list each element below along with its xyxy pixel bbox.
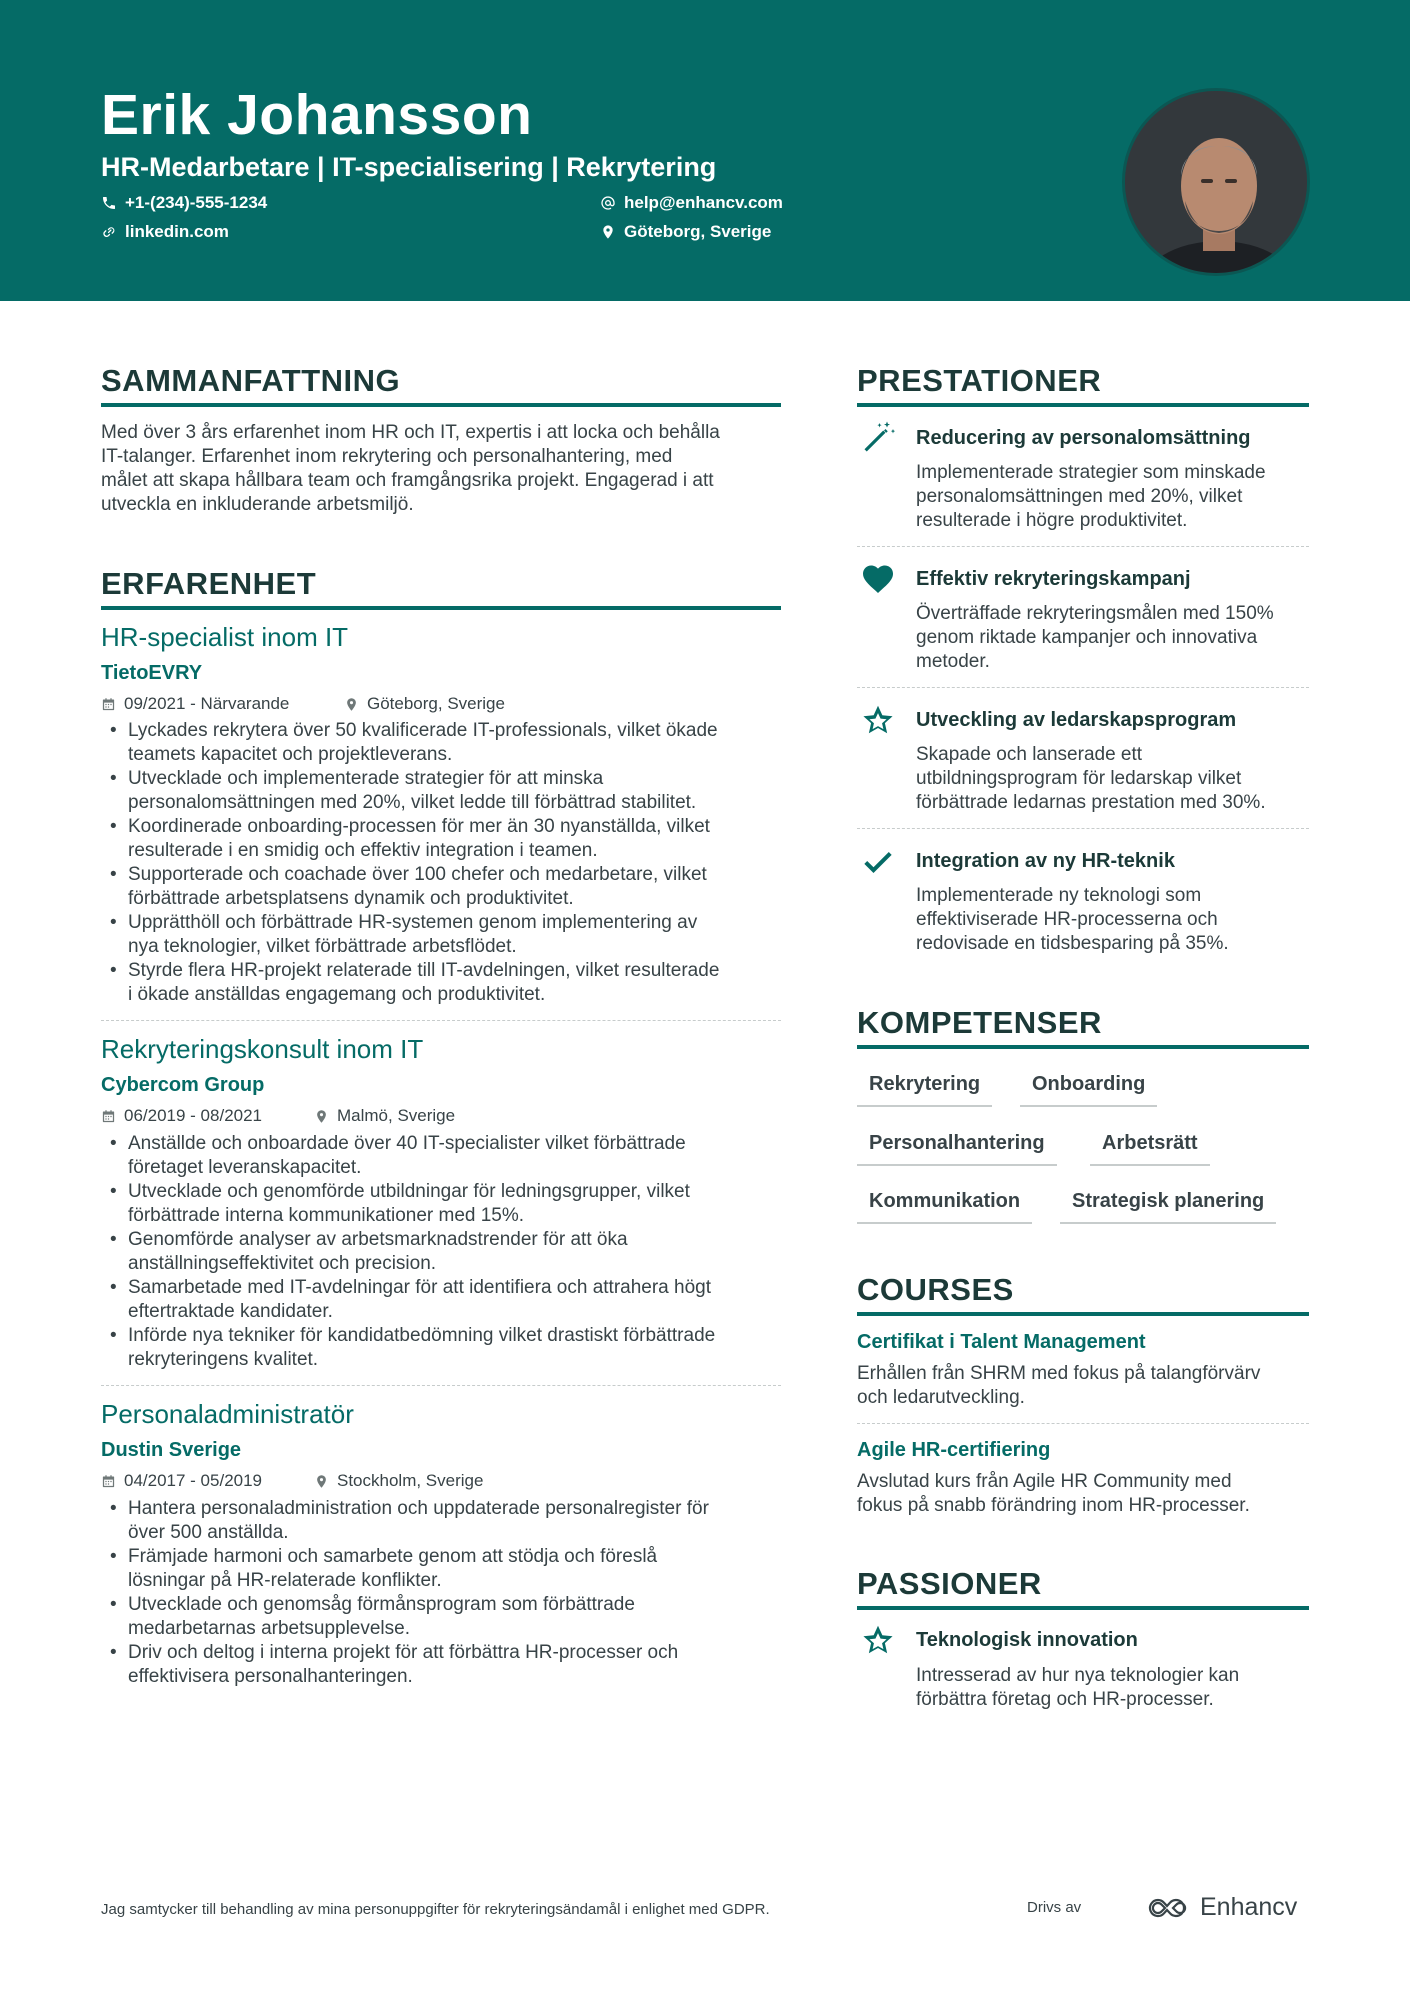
job-location [344, 694, 505, 714]
summary-text [101, 421, 781, 517]
list-item: • Genomförde analyser av arbetsmarknadstrender för att öka anställningseffektivitet och precision. [101, 1228, 791, 1276]
achievement-description: Implementerade strategier som minskade personalomsättningen med 20%, vilket resulterade i högre produktivitet. [916, 462, 1266, 531]
map-pin-icon [600, 224, 616, 240]
list-item: • Samarbetade med IT-avdelningar för att identifiera och attrahera högt eftertraktade kandidater. [101, 1276, 791, 1324]
skills-underline [857, 1045, 1309, 1049]
divider [101, 1020, 781, 1021]
achievement-title: Integration av ny HR-teknik [916, 850, 1175, 872]
company-name: Dustin Sverige [101, 1439, 242, 1461]
courses-underline [857, 1312, 1309, 1316]
checkmark-icon [860, 843, 896, 879]
phone-text: +1-(234)-555-1234 [125, 193, 268, 212]
phone-contact[interactable] [101, 193, 267, 213]
dates-text: 09/2021 - Närvarande [124, 694, 290, 713]
company-name: Cybercom Group [101, 1074, 265, 1096]
profile-photo [1122, 88, 1310, 276]
location-text: Göteborg, Sverige [367, 694, 505, 713]
skill-tag: Strategisk planering [1060, 1190, 1276, 1224]
divider [857, 1423, 1309, 1424]
summary-line: målet att skapa hållbara team och framgångsrika projekt. Engagerad i att [101, 470, 714, 491]
job-bullets [101, 1497, 791, 1689]
magic-wand-icon [860, 420, 896, 456]
list-item: • Supporterade och coachade över 100 chefer och medarbetare, vilket förbättrade arbetsplatsens dynamik och produktivitet. [101, 863, 791, 911]
job-dates [101, 1471, 262, 1491]
passion-title: Teknologisk innovation [916, 1629, 1138, 1651]
achievement-description: Implementerade ny teknologi som effektiviserade HR-processerna och redovisade en tidsbesparing på 35%. [916, 885, 1229, 954]
list-item: • Införde nya tekniker för kandidatbedömning vilket drastiskt förbättrade rekryteringens kvalitet. [101, 1324, 791, 1372]
divider [857, 828, 1309, 829]
at-sign-icon [600, 195, 616, 211]
gdpr-consent: Jag samtycker till behandling av mina personuppgifter för rekryteringsändamål i enlighet med GDPR. [101, 1901, 770, 1918]
passions-underline [857, 1606, 1309, 1610]
map-pin-icon [314, 1474, 329, 1489]
powered-by-label: Drivs av [1027, 1899, 1082, 1916]
job-location [314, 1106, 455, 1126]
job-title: Personaladministratör [101, 1399, 354, 1429]
skill-tag: Kommunikation [857, 1190, 1032, 1224]
summary-heading: SAMMANFATTNING [101, 363, 401, 398]
list-item: • Driv och deltog i interna projekt för att förbättra HR-processer och effektivisera personalhanteringen. [101, 1641, 791, 1689]
courses-heading: COURSES [857, 1272, 1014, 1307]
achievement-description: Skapade och lanserade ett utbildningsprogram för ledarskap vilket förbättrade ledarnas prestation med 30%. [916, 744, 1266, 813]
list-item: • Koordinerade onboarding-processen för mer än 30 nyanställda, vilket resulterade i en smidig och effektiv integration i teamen. [101, 815, 791, 863]
company-name: TietoEVRY [101, 662, 203, 684]
linkedin-text: linkedin.com [125, 222, 229, 241]
calendar-icon [101, 1109, 116, 1124]
list-item: • Främjade harmoni och samarbete genom att stödja och föreslå lösningar på HR-relaterade konflikter. [101, 1545, 791, 1593]
divider [857, 687, 1309, 688]
enhancv-logo-icon [1146, 1896, 1192, 1920]
achievement-title: Reducering av personalomsättning [916, 427, 1251, 449]
job-title: HR-specialist inom IT [101, 622, 349, 652]
job-bullets [101, 1132, 791, 1372]
skill-tag: Rekrytering [857, 1073, 992, 1107]
email-text: help@enhancv.com [624, 193, 783, 212]
job-bullets [101, 719, 791, 1007]
skill-tag: Onboarding [1020, 1073, 1157, 1107]
job-title: Rekryteringskonsult inom IT [101, 1034, 424, 1064]
course-description: Avslutad kurs från Agile HR Community med fokus på snabb förändring inom HR-processer. [857, 1471, 1250, 1516]
calendar-icon [101, 1474, 116, 1489]
location-text: Malmö, Sverige [337, 1106, 456, 1125]
summary-line: IT-talanger. Erfarenhet inom rekrytering och personalhantering, med [101, 446, 673, 467]
list-item: • Utvecklade och implementerade strategier för att minska personalomsättningen med 20%, vilket ledde till förbättrad stabilitet. [101, 767, 791, 815]
candidate-title: HR-Medarbetare | IT-specialisering | Rekrytering [101, 152, 717, 182]
header-banner [0, 0, 1410, 301]
summary-line: utveckla en inkluderande arbetsmiljö. [101, 494, 414, 515]
passion-description: Intresserad av hur nya teknologier kan förbättra företag och HR-processer. [916, 1665, 1240, 1710]
list-item: • Utvecklade och genomsåg förmånsprogram som förbättrade medarbetarnas arbetsupplevelse. [101, 1593, 791, 1641]
location-text: Stockholm, Sverige [337, 1471, 484, 1490]
calendar-icon [101, 697, 116, 712]
summary-underline [101, 403, 781, 407]
list-item: • Utvecklade och genomförde utbildningar för ledningsgrupper, vilket förbättrade interna kommunikationer med 15%. [101, 1180, 791, 1228]
dates-text: 06/2019 - 08/2021 [124, 1106, 263, 1125]
passions-heading: PASSIONER [857, 1566, 1042, 1601]
list-item: • Styrde flera HR-projekt relaterade till IT-avdelningen, vilket resulterade i ökade anställdas engagemang och produktivitet. [101, 959, 791, 1007]
linkedin-contact[interactable] [101, 222, 229, 242]
list-item: • Hantera personaladministration och uppdaterade personalregister för över 500 anställda. [101, 1497, 791, 1545]
enhancv-logo-text: Enhancv [1200, 1893, 1298, 1921]
heart-icon [860, 561, 896, 597]
candidate-name: Erik Johansson [101, 83, 533, 147]
star-icon [860, 702, 896, 738]
job-dates [101, 1106, 262, 1126]
course-description: Erhållen från SHRM med fokus på talangförvärv och ledarutveckling. [857, 1363, 1261, 1408]
phone-icon [101, 195, 117, 211]
list-item: • Lyckades rekrytera över 50 kvalificerade IT-professionals, vilket ökade teamets kapacitet och projektleverans. [101, 719, 791, 767]
skill-tag: Personalhantering [857, 1132, 1057, 1166]
job-location [314, 1471, 483, 1491]
divider [101, 1385, 781, 1386]
map-pin-icon [344, 697, 359, 712]
dates-text: 04/2017 - 05/2019 [124, 1471, 263, 1490]
summary-line: Med över 3 års erfarenhet inom HR och IT, expertis i att locka och behålla [101, 422, 720, 443]
job-dates [101, 694, 289, 714]
email-contact[interactable] [600, 193, 783, 213]
experience-underline [101, 606, 781, 610]
list-item: • Upprätthöll och förbättrade HR-systemen genom implementering av nya teknologier, vilket förbättrade arbetsflödet. [101, 911, 791, 959]
skill-tag: Arbetsrätt [1090, 1132, 1210, 1166]
location-text: Göteborg, Sverige [624, 222, 772, 241]
link-icon [101, 224, 117, 240]
achievements-heading: PRESTATIONER [857, 363, 1102, 398]
achievements-underline [857, 403, 1309, 407]
divider [857, 546, 1309, 547]
skills-heading: KOMPETENSER [857, 1005, 1102, 1040]
location-contact [600, 222, 771, 242]
enhancv-logo[interactable] [1146, 1893, 1297, 1922]
experience-heading: ERFARENHET [101, 566, 317, 601]
star-icon [860, 1622, 896, 1658]
achievement-title: Effektiv rekryteringskampanj [916, 568, 1191, 590]
list-item: • Anställde och onboardade över 40 IT-specialister vilket förbättrade företaget leveranskapacitet. [101, 1132, 791, 1180]
course-title: Agile HR-certifiering [857, 1439, 1051, 1461]
achievement-description: Överträffade rekryteringsmålen med 150% genom riktade kampanjer och innovativa metoder. [916, 603, 1274, 672]
map-pin-icon [314, 1109, 329, 1124]
achievement-title: Utveckling av ledarskapsprogram [916, 709, 1237, 731]
course-title: Certifikat i Talent Management [857, 1331, 1146, 1353]
